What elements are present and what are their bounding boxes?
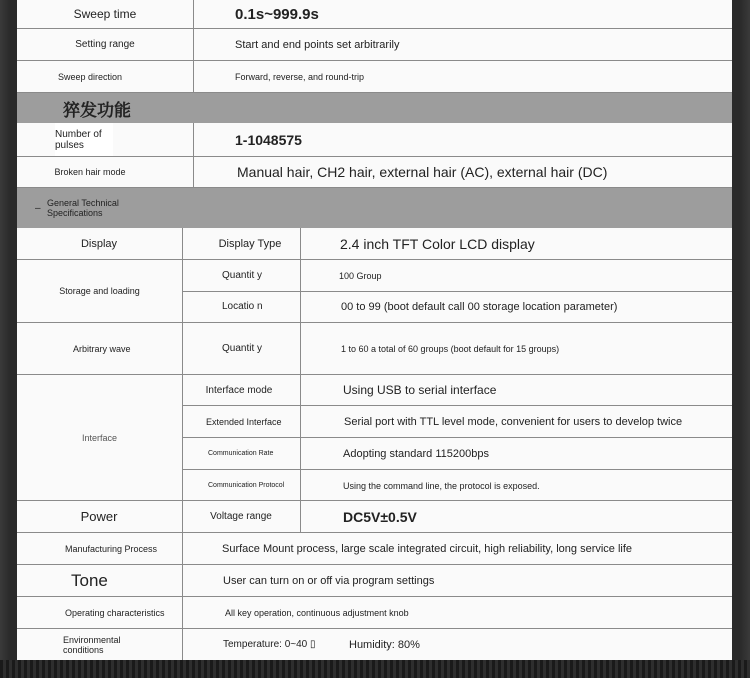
row-interface — [17, 375, 732, 501]
broken-hair-mode-value: Manual hair, CH2 hair, external hair (AC), external hair (DC) — [237, 164, 608, 180]
row-display — [17, 228, 732, 260]
arbitrary-wave-label: Arbitrary wave — [73, 343, 131, 354]
manufacturing-label: Manufacturing Process — [65, 543, 158, 554]
broken-hair-mode-label: Broken hair mode — [54, 167, 126, 177]
arbitrary-quantity-label: Quantit y — [222, 342, 263, 354]
section-general — [17, 188, 732, 228]
display-label: Display — [80, 237, 118, 250]
row-storage — [17, 260, 732, 323]
pulses-label: Number of pulses — [55, 123, 113, 156]
temperature-value: Temperature: 0~40 ▯ — [223, 639, 316, 650]
storage-label: Storage and loading — [59, 286, 140, 296]
power-label: Power — [80, 509, 118, 524]
sweep-direction-label: Sweep direction — [57, 71, 123, 82]
tone-label: Tone — [71, 570, 108, 590]
communication-rate-value: Adopting standard 115200bps — [343, 447, 489, 460]
sweep-time-label: Sweep time — [73, 7, 137, 21]
extended-interface-value: Serial port with TTL level mode, convenient for users to develop twice — [344, 415, 683, 428]
row-power — [17, 501, 732, 533]
interface-label: Interface — [81, 432, 118, 443]
row-number-of-pulses — [17, 123, 732, 157]
setting-range-label: Setting range — [75, 39, 135, 50]
tone-value: User can turn on or off via program settings — [223, 574, 435, 587]
row-tone — [17, 565, 732, 597]
interface-mode-value: Using USB to serial interface — [343, 383, 497, 397]
row-arbitrary-wave — [17, 323, 732, 375]
storage-quantity-label: Quantit y — [222, 269, 263, 281]
communication-protocol-label: Communication Protocol — [208, 482, 285, 489]
display-type-label: Display Type — [218, 237, 282, 250]
communication-protocol-value: Using the command line, the protocol is exposed. — [343, 480, 540, 491]
environment-label: Environmental conditions — [63, 634, 121, 655]
row-sweep-direction — [17, 61, 732, 93]
interface-mode-label: Interface mode — [205, 384, 273, 396]
row-setting-range — [17, 29, 732, 61]
row-operating — [17, 597, 732, 629]
arbitrary-quantity-value: 1 to 60 a total of 60 groups (boot default for 15 groups) — [341, 343, 560, 354]
row-broken-hair-mode — [17, 157, 732, 188]
sweep-direction-value: Forward, reverse, and round-trip — [235, 71, 365, 82]
humidity-value: Humidity: 80% — [349, 638, 420, 651]
general-heading: General Technical Specifications — [47, 198, 119, 218]
row-manufacturing — [17, 533, 732, 565]
row-environment — [17, 629, 732, 660]
burst-heading: 猝发功能 — [63, 100, 131, 120]
sweep-time-value: 0.1s~999.9s — [235, 5, 319, 23]
manufacturing-value: Surface Mount process, large scale integrated circuit, high reliability, long service life — [222, 542, 633, 555]
communication-rate-label: Communication Rate — [208, 450, 274, 457]
section-burst — [17, 93, 732, 123]
storage-quantity-value: 100 Group — [339, 270, 382, 281]
operating-label: Operating characteristics — [65, 607, 165, 618]
storage-location-value: 00 to 99 (boot default call 00 storage location parameter) — [341, 301, 618, 313]
display-type-value: 2.4 inch TFT Color LCD display — [340, 235, 535, 252]
bottom-edge — [0, 660, 750, 678]
storage-location-label: Locatio n — [222, 301, 263, 312]
pulses-value: 1-1048575 — [235, 131, 302, 148]
extended-interface-label: Extended Interface — [206, 416, 282, 427]
voltage-range-value: DC5V±0.5V — [343, 508, 417, 525]
row-sweep-time — [17, 0, 732, 29]
spec-table — [17, 0, 732, 660]
setting-range-value: Start and end points set arbitrarily — [235, 38, 400, 51]
voltage-range-label: Voltage range — [210, 511, 272, 522]
general-dash: – — [35, 202, 41, 214]
operating-value: All key operation, continuous adjustment knob — [225, 607, 409, 618]
